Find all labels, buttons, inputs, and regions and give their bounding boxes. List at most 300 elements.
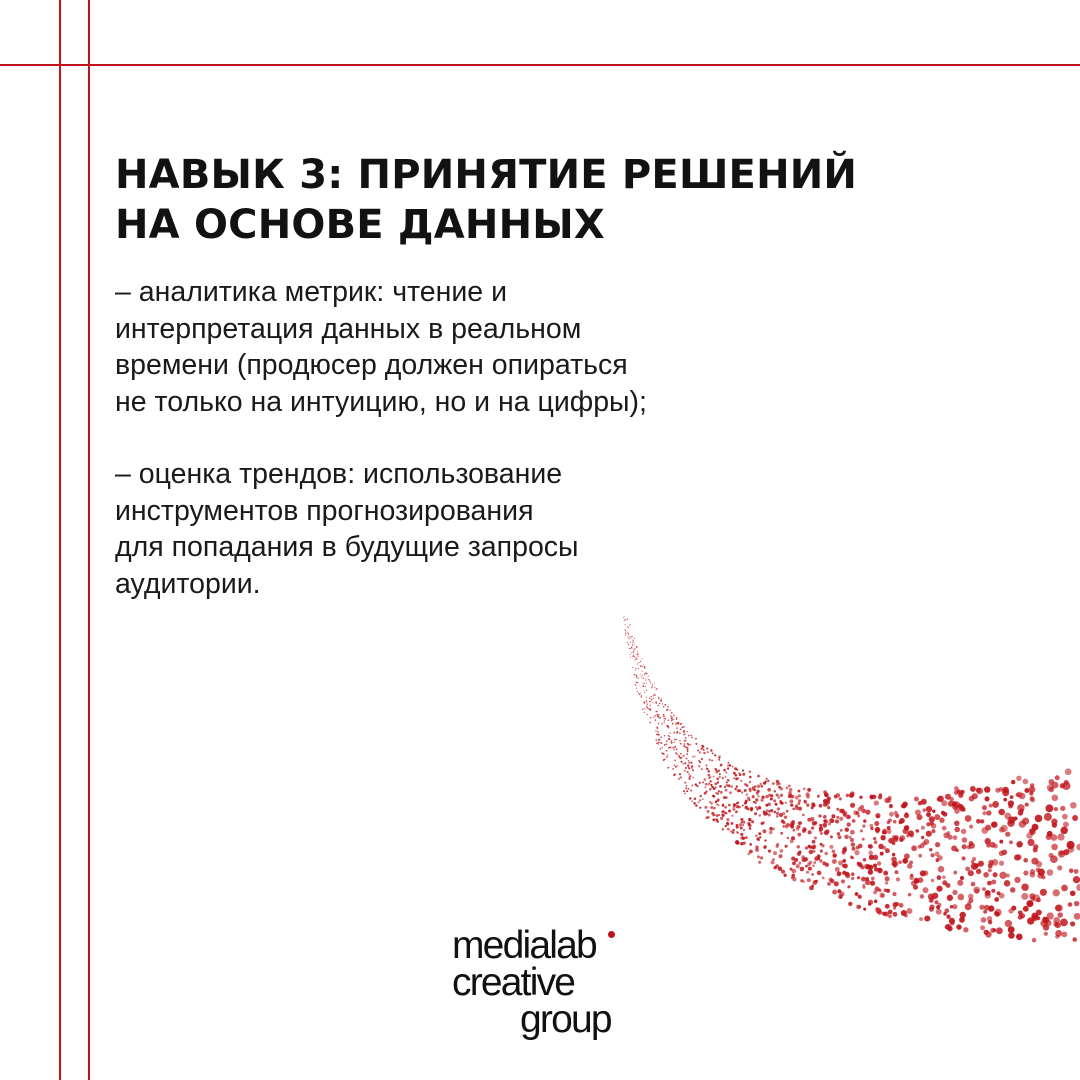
wave-dot xyxy=(850,838,854,842)
wave-dot xyxy=(722,810,725,813)
wave-dot xyxy=(929,907,934,912)
wave-dot xyxy=(832,859,837,864)
wave-dot xyxy=(639,694,640,695)
wave-dot xyxy=(787,837,789,839)
wave-dot xyxy=(733,805,736,808)
wave-dot xyxy=(687,748,689,750)
wave-dot xyxy=(740,818,743,821)
wave-dot xyxy=(704,806,707,809)
wave-dot xyxy=(971,863,978,870)
wave-dot xyxy=(968,870,974,876)
wave-dot xyxy=(865,809,870,814)
wave-dot xyxy=(687,788,689,790)
wave-dot xyxy=(652,702,653,703)
wave-dot xyxy=(823,803,827,807)
wave-dot xyxy=(656,711,657,712)
wave-dot xyxy=(1067,846,1074,853)
wave-dot xyxy=(675,752,677,754)
wave-dot xyxy=(625,624,626,625)
wave-dot xyxy=(1036,910,1042,916)
wave-dot xyxy=(688,767,690,769)
wave-dot xyxy=(879,793,883,797)
wave-dot xyxy=(643,664,644,665)
wave-dot xyxy=(631,647,632,648)
wave-dot xyxy=(820,850,823,853)
wave-dot xyxy=(666,756,668,758)
wave-dot xyxy=(632,656,633,657)
wave-dot xyxy=(858,863,862,867)
wave-dot xyxy=(699,807,701,809)
wave-dot xyxy=(863,819,866,822)
wave-dot xyxy=(999,861,1004,866)
wave-dot xyxy=(670,710,671,711)
wave-dot xyxy=(1032,824,1039,831)
wave-dot xyxy=(929,848,932,851)
wave-dot xyxy=(756,790,759,793)
wave-dot xyxy=(874,800,879,805)
wave-dot xyxy=(670,732,672,734)
wave-dot xyxy=(638,656,639,657)
wave-dot xyxy=(824,792,828,796)
wave-dot xyxy=(729,764,731,766)
wave-dot xyxy=(687,765,689,767)
wave-dot xyxy=(941,811,945,815)
wave-dot xyxy=(680,723,681,724)
wave-dot xyxy=(906,908,912,914)
wave-dot xyxy=(664,704,666,706)
wave-dot xyxy=(695,783,697,785)
wave-dot xyxy=(946,915,950,919)
wave-dot xyxy=(650,717,652,719)
wave-dot xyxy=(671,712,673,714)
wave-dot xyxy=(633,655,634,656)
wave-dot xyxy=(786,787,789,790)
wave-dot xyxy=(789,799,793,803)
wave-dot xyxy=(1014,854,1020,860)
wave-dot xyxy=(676,727,678,729)
wave-dot xyxy=(1068,902,1073,907)
wave-dot xyxy=(886,889,890,893)
wave-dot xyxy=(695,743,697,745)
wave-dot xyxy=(695,804,697,806)
wave-dot xyxy=(870,827,873,830)
wave-dot xyxy=(688,762,690,764)
wave-dot xyxy=(644,667,645,668)
wave-dot xyxy=(785,802,787,804)
wave-dot xyxy=(683,790,685,792)
wave-dot xyxy=(744,789,747,792)
wave-dot xyxy=(981,917,987,923)
wave-dot xyxy=(698,760,700,762)
wave-dot xyxy=(661,723,663,725)
wave-dot xyxy=(660,737,662,739)
wave-dot xyxy=(709,801,711,803)
wave-dot xyxy=(742,773,745,776)
wave-dot xyxy=(761,785,764,788)
wave-dot xyxy=(1060,918,1068,926)
wave-dot xyxy=(990,928,995,933)
wave-dot xyxy=(954,808,960,814)
wave-dot xyxy=(767,780,769,782)
wave-dot xyxy=(725,812,727,814)
wave-dot xyxy=(700,795,702,797)
wave-dot xyxy=(954,801,961,808)
wave-dot xyxy=(917,877,923,883)
wave-dot xyxy=(633,651,634,652)
wave-dot xyxy=(892,835,896,839)
wave-dot xyxy=(935,842,940,847)
wave-dot xyxy=(839,817,843,821)
wave-dot xyxy=(848,902,852,906)
wave-dot xyxy=(717,798,720,801)
wave-dot xyxy=(695,738,697,740)
wave-dot xyxy=(639,662,640,663)
wave-dot xyxy=(699,751,701,753)
wave-dot xyxy=(674,739,676,741)
wave-dot xyxy=(732,808,735,811)
wave-dot xyxy=(630,654,631,655)
wave-dot xyxy=(792,861,796,865)
wave-dot xyxy=(675,766,677,768)
wave-dot xyxy=(644,666,645,667)
wave-dot xyxy=(749,827,752,830)
wave-dot xyxy=(674,760,676,762)
wave-dot xyxy=(854,850,859,855)
wave-dot xyxy=(686,753,688,755)
wave-dot xyxy=(874,900,878,904)
wave-dot xyxy=(688,778,690,780)
wave-dot xyxy=(678,755,680,757)
wave-dot xyxy=(743,829,745,831)
wave-dot xyxy=(804,800,807,803)
wave-dot xyxy=(920,894,924,898)
wave-dot xyxy=(739,823,742,826)
wave-dot xyxy=(999,840,1003,844)
wave-dot xyxy=(934,814,940,820)
wave-dot xyxy=(740,836,743,839)
wave-dot xyxy=(777,807,780,810)
wave-dot xyxy=(702,798,704,800)
wave-dot xyxy=(997,891,1001,895)
wave-dot xyxy=(667,706,669,708)
wave-dot xyxy=(686,731,688,733)
wave-dot xyxy=(655,715,656,716)
wave-dot xyxy=(677,765,679,767)
wave-dot xyxy=(1008,926,1015,933)
wave-dot xyxy=(730,830,732,832)
wave-dot xyxy=(812,845,817,850)
wave-dot xyxy=(808,830,812,834)
wave-dot xyxy=(812,821,817,826)
wave-dot xyxy=(1009,817,1016,824)
wave-dot xyxy=(754,812,757,815)
wave-dot xyxy=(952,890,957,895)
wave-dot xyxy=(994,897,999,902)
wave-dot xyxy=(652,684,653,685)
wave-dot xyxy=(725,772,727,774)
wave-dot xyxy=(841,879,845,883)
wave-dot xyxy=(1057,912,1063,918)
wave-dot xyxy=(770,797,773,800)
wave-dot xyxy=(704,778,706,780)
wave-dot xyxy=(658,697,659,698)
wave-dot xyxy=(1057,865,1062,870)
wave-dot xyxy=(716,814,719,817)
wave-dot xyxy=(796,864,800,868)
wave-dot xyxy=(714,818,717,821)
wave-dot xyxy=(899,835,905,841)
wave-dot xyxy=(636,675,637,676)
wave-dot xyxy=(748,818,752,822)
wave-dot xyxy=(801,855,805,859)
wave-dot xyxy=(812,864,815,867)
wave-dot xyxy=(661,698,662,699)
wave-dot xyxy=(676,739,677,740)
wave-dot xyxy=(649,708,650,709)
wave-dot xyxy=(989,804,993,808)
wave-dot xyxy=(788,784,791,787)
wave-dot xyxy=(727,779,730,782)
wave-dot xyxy=(674,764,676,766)
wave-dot xyxy=(630,642,631,643)
wave-dot xyxy=(810,817,815,822)
wave-dot xyxy=(885,876,890,881)
wave-dot xyxy=(834,881,839,886)
frame-line-vertical-left xyxy=(59,0,61,1080)
wave-dot xyxy=(1051,819,1057,825)
wave-dot xyxy=(776,812,779,815)
wave-dot xyxy=(791,795,795,799)
wave-dot xyxy=(1047,912,1054,919)
wave-dot xyxy=(691,736,693,738)
wave-dot xyxy=(1076,884,1080,891)
wave-dot xyxy=(863,908,866,911)
wave-dot xyxy=(983,910,987,914)
wave-dot xyxy=(718,757,720,759)
wave-dot xyxy=(812,840,816,844)
wave-dot xyxy=(736,831,738,833)
wave-dot xyxy=(740,826,743,829)
wave-dot xyxy=(930,821,934,825)
paragraph-metrics-analytics: – аналитика метрик: чтение и интерпретация данных в реальном времени (продюсер должен опираться не только на интуицию, но и на цифры); xyxy=(115,276,647,418)
wave-dot xyxy=(895,870,899,874)
wave-dot xyxy=(630,624,631,625)
wave-dot xyxy=(837,871,842,876)
wave-dot xyxy=(772,828,775,831)
wave-dot xyxy=(920,870,926,876)
wave-dot xyxy=(954,827,960,833)
wave-dot xyxy=(1009,840,1013,844)
wave-dot xyxy=(689,744,691,746)
wave-dot xyxy=(776,815,779,818)
wave-dot xyxy=(954,821,960,827)
wave-dot xyxy=(628,627,629,628)
wave-dot xyxy=(904,826,909,831)
wave-dot xyxy=(623,617,624,618)
wave-dot xyxy=(634,674,635,675)
wave-dot xyxy=(953,835,958,840)
wave-dot xyxy=(967,845,971,849)
wave-dot xyxy=(778,786,781,789)
wave-dot xyxy=(831,814,835,818)
wave-dot xyxy=(707,751,709,753)
wave-dot xyxy=(837,832,840,835)
wave-dot xyxy=(883,871,888,876)
wave-dot xyxy=(721,813,723,815)
wave-dot xyxy=(760,856,763,859)
wave-dot xyxy=(798,794,801,797)
wave-dot xyxy=(852,819,856,823)
wave-dot xyxy=(698,801,700,803)
wave-dot xyxy=(661,747,663,749)
wave-dot xyxy=(745,800,748,803)
wave-dot xyxy=(758,806,762,810)
wave-dot xyxy=(644,708,646,710)
wave-dot xyxy=(699,782,701,784)
wave-dot xyxy=(924,839,930,845)
wave-dot xyxy=(811,826,814,829)
wave-dot xyxy=(646,672,647,673)
wave-dot xyxy=(729,791,732,794)
wave-dot xyxy=(693,802,695,804)
wave-dot xyxy=(901,910,907,916)
wave-dot xyxy=(710,749,712,751)
wave-dot xyxy=(629,625,630,626)
wave-dot xyxy=(996,927,1003,934)
wave-dot xyxy=(731,815,733,817)
wave-dot xyxy=(712,753,714,755)
wave-dot xyxy=(707,816,710,819)
wave-dot xyxy=(950,921,955,926)
wave-dot xyxy=(862,886,865,889)
wave-dot xyxy=(868,900,873,905)
wave-dot xyxy=(731,822,734,825)
wave-dot xyxy=(1069,869,1074,874)
wave-dot xyxy=(797,802,800,805)
wave-dot xyxy=(870,795,874,799)
wave-dot xyxy=(644,674,645,675)
wave-dot xyxy=(1019,793,1026,800)
wave-dot xyxy=(660,742,662,744)
wave-dot xyxy=(732,829,735,832)
wave-dot xyxy=(976,819,981,824)
wave-dot xyxy=(944,908,949,913)
wave-dot xyxy=(757,775,760,778)
wave-dot xyxy=(1016,841,1022,847)
wave-dot xyxy=(754,785,756,787)
wave-dot xyxy=(769,831,773,835)
wave-dot xyxy=(750,807,753,810)
wave-dot xyxy=(785,824,789,828)
wave-dot xyxy=(1074,913,1080,920)
wave-dot xyxy=(1010,887,1015,892)
wave-dot xyxy=(776,845,779,848)
wave-dot xyxy=(699,799,701,801)
wave-dot xyxy=(713,807,716,810)
wave-dot xyxy=(868,869,873,874)
wave-dot xyxy=(851,842,856,847)
wave-dot xyxy=(667,754,669,756)
wave-dot xyxy=(749,850,753,854)
wave-dot xyxy=(646,697,647,698)
wave-dot xyxy=(789,788,792,791)
wave-dot xyxy=(901,804,906,809)
wave-dot xyxy=(877,868,883,874)
wave-dot xyxy=(868,851,873,856)
wave-dot xyxy=(708,770,711,773)
wave-dot xyxy=(937,798,940,801)
wave-dot xyxy=(698,765,700,767)
wave-dot xyxy=(683,755,685,757)
wave-dot xyxy=(676,748,678,750)
wave-dot xyxy=(687,747,689,749)
wave-dot xyxy=(688,760,690,762)
wave-dot xyxy=(713,776,715,778)
wave-dot xyxy=(794,858,798,862)
wave-dot xyxy=(763,781,766,784)
wave-dot xyxy=(667,719,669,721)
wave-dot xyxy=(715,787,717,789)
wave-dot xyxy=(709,776,711,778)
wave-dot xyxy=(1046,834,1052,840)
wave-dot xyxy=(858,895,862,899)
wave-dot xyxy=(963,927,968,932)
wave-dot xyxy=(757,785,761,789)
wave-dot xyxy=(762,822,764,824)
wave-dot xyxy=(993,872,998,877)
wave-dot xyxy=(668,738,670,740)
wave-dot xyxy=(723,796,726,799)
wave-dot xyxy=(992,801,999,808)
wave-dot xyxy=(657,716,659,718)
wave-dot xyxy=(780,832,783,835)
wave-dot xyxy=(701,758,703,760)
wave-dot xyxy=(639,693,640,694)
wave-dot xyxy=(680,743,682,745)
wave-dot xyxy=(636,659,637,660)
wave-dot xyxy=(762,829,766,833)
wave-dot xyxy=(687,743,689,745)
wave-dot xyxy=(672,747,674,749)
wave-dot xyxy=(758,832,761,835)
wave-dot xyxy=(1060,827,1067,834)
wave-dot xyxy=(670,715,672,717)
wave-dot xyxy=(1076,844,1080,851)
wave-dot xyxy=(755,806,758,809)
wave-dot xyxy=(922,887,928,893)
wave-dot xyxy=(1058,850,1065,857)
wave-dot xyxy=(683,745,685,747)
wave-dot xyxy=(654,683,655,684)
wave-dot xyxy=(979,905,984,910)
wave-dot xyxy=(1029,786,1036,793)
wave-dot xyxy=(766,809,769,812)
logo-word-group: group xyxy=(520,998,611,1041)
wave-dot xyxy=(673,732,675,734)
wave-dot xyxy=(692,769,694,771)
wave-dot xyxy=(686,785,688,787)
wave-dot xyxy=(968,894,974,900)
wave-dot xyxy=(650,696,651,697)
wave-dot xyxy=(1006,874,1010,878)
wave-dot xyxy=(725,789,728,792)
wave-dot xyxy=(650,682,651,683)
wave-dot xyxy=(682,763,684,765)
wave-dot xyxy=(832,849,836,853)
wave-dot xyxy=(1004,880,1011,887)
wave-dot xyxy=(938,866,945,873)
wave-dot xyxy=(783,874,786,877)
